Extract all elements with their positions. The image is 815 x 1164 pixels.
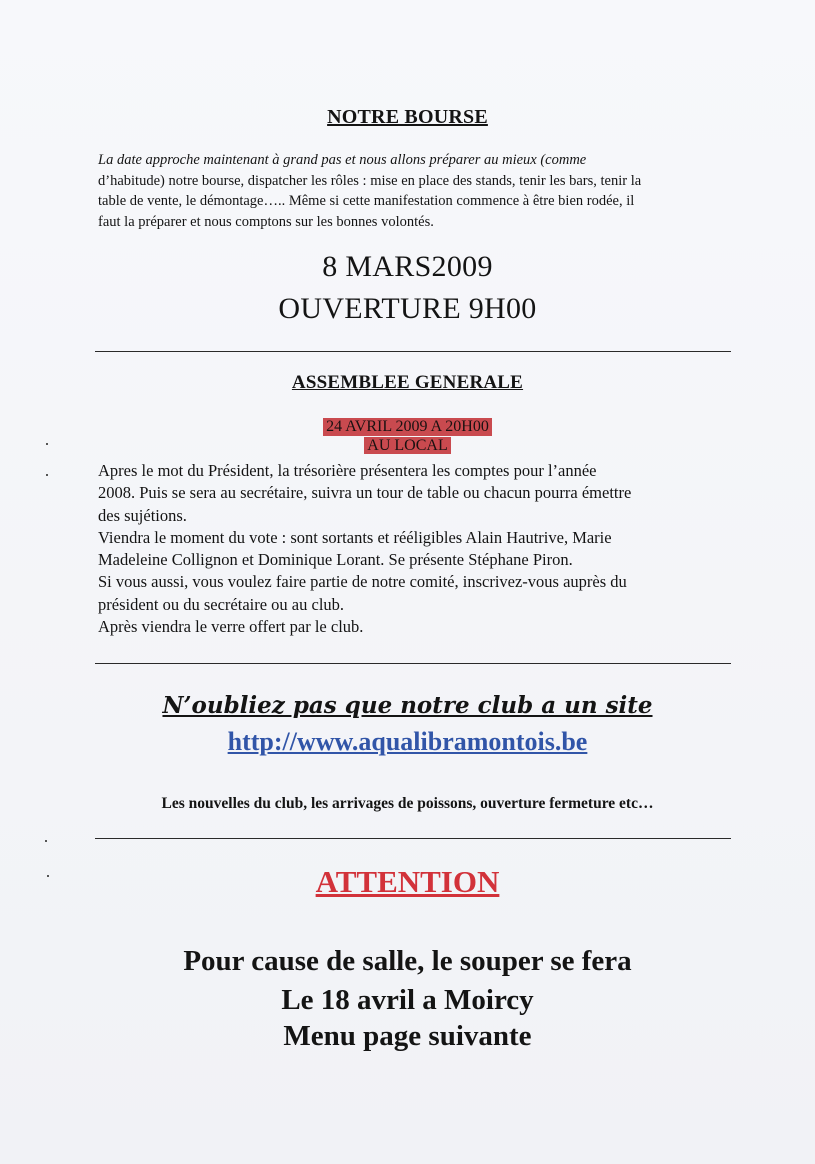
site-slogan: N’oubliez pas que notre club a un site: [162, 692, 653, 719]
bourse-line: table de vente, le démontage….. Même si cette manifestation commence à être bien rodée, il: [98, 193, 635, 209]
bourse-paragraph: [98, 150, 738, 232]
assemblee-place: AU LOCAL: [364, 437, 450, 454]
divider: [95, 351, 731, 352]
assemblee-place-wrap: [0, 437, 815, 455]
scan-speck: [47, 875, 49, 877]
assemblee-line: Apres le mot du Président, la trésorière présentera les comptes pour l’année: [98, 461, 597, 480]
bourse-line: d’habitude) notre bourse, dispatcher les rôles : mise en place des stands, tenir les bars, tenir la: [98, 172, 642, 189]
assemblee-line: Viendra le moment du vote : sont sortants et rééligibles Alain Hautrive, Marie: [98, 527, 612, 547]
scan-speck: [46, 474, 48, 476]
attention-line: Menu page suivante: [283, 1020, 532, 1052]
assemblee-line: des sujétions.: [98, 505, 187, 525]
divider: [95, 838, 731, 839]
site-link[interactable]: http://www.aqualibramontois.be: [227, 727, 588, 756]
assemblee-line: 2008. Puis se sera au secrétaire, suivra un tour de table ou chacun pourra émettre: [98, 483, 632, 503]
assemblee-date-wrap: [0, 418, 815, 436]
attention-line: Le 18 avril a Moircy: [281, 984, 534, 1016]
scan-speck: [46, 443, 48, 445]
attention-title: ATTENTION: [315, 864, 500, 899]
assemblee-line: Madeleine Collignon et Dominique Lorant. Se présente Stéphane Piron.: [98, 550, 573, 570]
bourse-date: 8 MARS2009: [322, 250, 493, 283]
assemblee-line: Si vous aussi, vous voulez faire partie de notre comité, inscrivez-vous auprès du: [98, 572, 627, 592]
assemblee-paragraph: [98, 460, 738, 638]
bourse-title: NOTRE BOURSE: [327, 106, 488, 128]
assemblee-date: 24 AVRIL 2009 A 20H00: [323, 418, 492, 436]
divider: [95, 663, 731, 664]
assemblee-title: ASSEMBLEE GENERALE: [291, 372, 524, 393]
bourse-line: La date approche maintenant à grand pas et nous allons préparer au mieux (comme: [98, 152, 587, 168]
assemblee-line: président ou du secrétaire ou au club.: [98, 594, 345, 614]
bourse-opening: OUVERTURE 9H00: [278, 292, 537, 325]
site-news: Les nouvelles du club, les arrivages de poissons, ouverture fermeture etc…: [161, 795, 654, 812]
attention-line: Pour cause de salle, le souper se fera: [183, 945, 632, 977]
bourse-line: faut la préparer et nous comptons sur les bonnes volontés.: [98, 213, 434, 230]
scan-speck: [45, 840, 47, 842]
assemblee-line: Après viendra le verre offert par le club.: [98, 617, 364, 637]
